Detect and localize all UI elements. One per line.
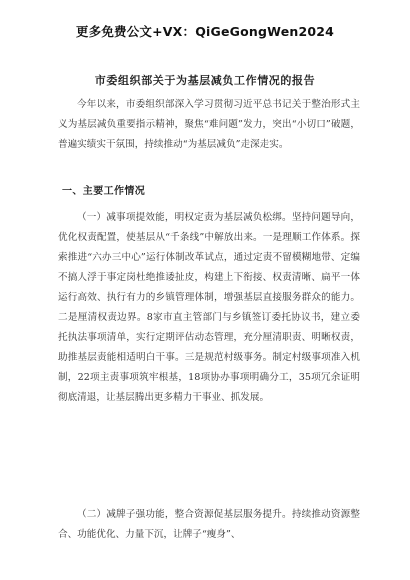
section1-paragraph-1: （一）减事项提效能，明权定责为基层减负松绑。坚持问题导向，优化权责配置，使基层从“千条线”中解放出来。一是理顺工作体系。探索推进“六办三中心”运行体制改革试点，通过定责不留模糊地带、定编不搞人浮于事定岗杜绝推诿扯皮，构建上下衔接、权责清晰、扁平一体运行高效、执行有力的乡镇管理体制，增强基层直接服务群众的能力。二是厘清权责边界。8家市直主管部门与乡镇签订委托协议书，建立委托执法事项清单，实行定期评估动态管理，充分厘清职责、明晰权责，助推基层责能相适明白干事。三是规范村级事务。制定村级事项准入机制，22项主责事项筑牢根基，18项协办事项明确分工，35项冗余证明彻底清退，让基层腾出更多精力干事业、抓发展。 [58,212,360,403]
intro-paragraph: 今年以来，市委组织部深入学习贯彻习近平总书记关于整治形式主义为基层减负重要指示精神，聚焦“难问题”发力，突出“小切口”破题，普遍实绩实干氛围，持续推动“为基层减负”走深走实。 [58,99,360,150]
section1-paragraph-2: （二）减牌子强功能，整合资源促基层服务提升。持续推动资源整合、功能优化、力量下沉，让牌子“瘦身”、 [58,509,360,540]
section-heading-main-work: 一、主要工作情况 [62,186,146,197]
promo-banner: 更多免费公文+VX：QiGeGongWen2024 [75,24,335,39]
document-title: 市委组织部关于为基层减负工作情况的报告 [94,74,316,87]
